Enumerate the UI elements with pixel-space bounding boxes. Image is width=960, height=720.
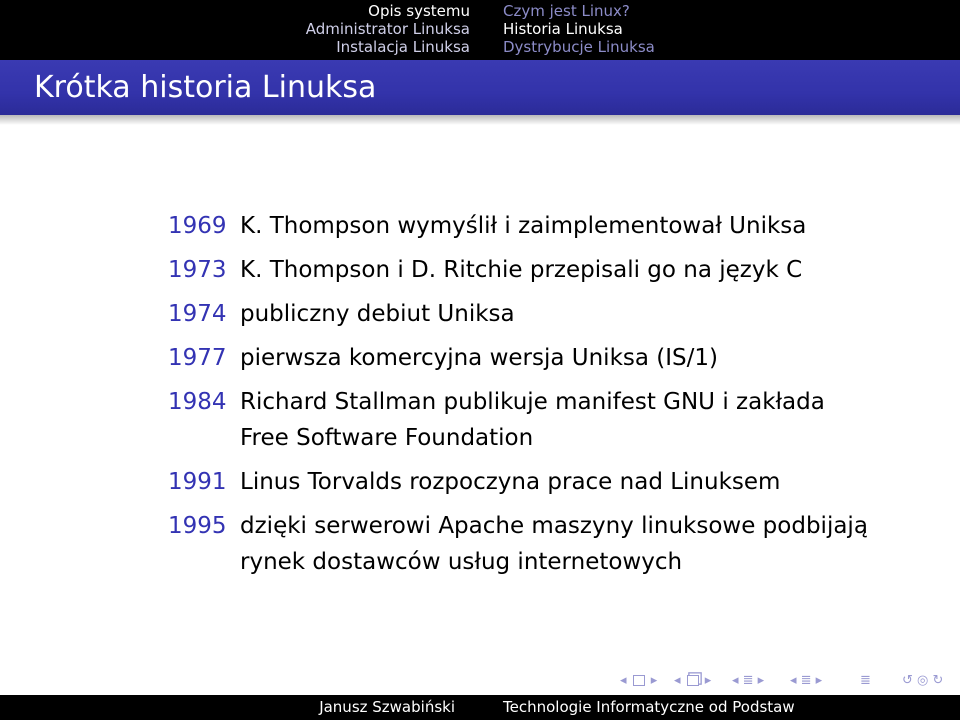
timeline-event-text: Free Software Foundation	[240, 425, 534, 451]
document-nav-icon[interactable]: ◂ ≣ ▸	[790, 673, 823, 688]
timeline-event-text: Linus Torvalds rozpoczyna prace nad Linuksem	[240, 469, 781, 495]
timeline-item	[168, 464, 908, 500]
nav-section-subsections	[503, 2, 655, 56]
nav-section-link[interactable]: Opis systemu	[368, 2, 470, 20]
timeline-event-text: K. Thompson wymyślił i zaimplementował Uniksa	[240, 213, 807, 239]
nav-subsection-link-historia[interactable]: Historia Linuksa	[503, 20, 623, 38]
timeline-item	[168, 296, 908, 332]
nav-current-section	[306, 2, 470, 56]
history-timeline	[168, 208, 908, 588]
timeline-event-text: dzięki serwerowi Apache maszyny linuksowe podbijają	[240, 513, 868, 539]
nav-subsection-link-instalacja[interactable]: Instalacja Linuksa	[336, 38, 470, 56]
timeline-year: 1995	[168, 513, 227, 539]
timeline-item	[168, 208, 908, 244]
timeline-event-text: publiczny debiut Uniksa	[240, 301, 515, 327]
timeline-year: 1977	[168, 345, 227, 371]
frame-nav-icon[interactable]: ◂ ▸	[620, 673, 658, 688]
search-icon[interactable]: ↺ ◎ ↻	[902, 673, 944, 688]
nav-subsection-link-dystrybucje[interactable]: Dystrybucje Linuksa	[503, 38, 655, 56]
timeline-year: 1991	[168, 469, 227, 495]
navigation-symbols	[0, 672, 960, 692]
subsection-nav-icon[interactable]: ◂ ▸	[674, 673, 712, 688]
top-navigation-bar	[0, 0, 960, 60]
timeline-item	[168, 384, 908, 456]
timeline-event-text: K. Thompson i D. Ritchie przepisali go na język C	[240, 257, 803, 283]
timeline-item	[168, 508, 908, 580]
timeline-year: 1969	[168, 213, 227, 239]
timeline-item	[168, 340, 908, 376]
footer-bar	[0, 695, 960, 720]
footer-title: Technologie Informatyczne od Podstaw	[503, 698, 795, 716]
title-bar-shadow	[0, 115, 960, 125]
section-nav-icon[interactable]: ◂ ≣ ▸	[732, 673, 765, 688]
timeline-event-text: Richard Stallman publikuje manifest GNU i zakłada	[240, 389, 825, 415]
timeline-year: 1973	[168, 257, 227, 283]
nav-subsection-link-czym-jest[interactable]: Czym jest Linux?	[503, 2, 630, 20]
align-icon[interactable]: ≣	[860, 673, 871, 688]
timeline-item	[168, 252, 908, 288]
timeline-year: 1984	[168, 389, 227, 415]
nav-subsection-link-administrator[interactable]: Administrator Linuksa	[305, 20, 470, 38]
frame-title: Krótka historia Linuksa	[34, 70, 377, 105]
timeline-event-text: rynek dostawców usług internetowych	[240, 549, 683, 575]
timeline-year: 1974	[168, 301, 227, 327]
timeline-event-text: pierwsza komercyjna wersja Uniksa (IS/1)	[240, 345, 718, 371]
footer-author: Janusz Szwabiński	[319, 698, 455, 716]
